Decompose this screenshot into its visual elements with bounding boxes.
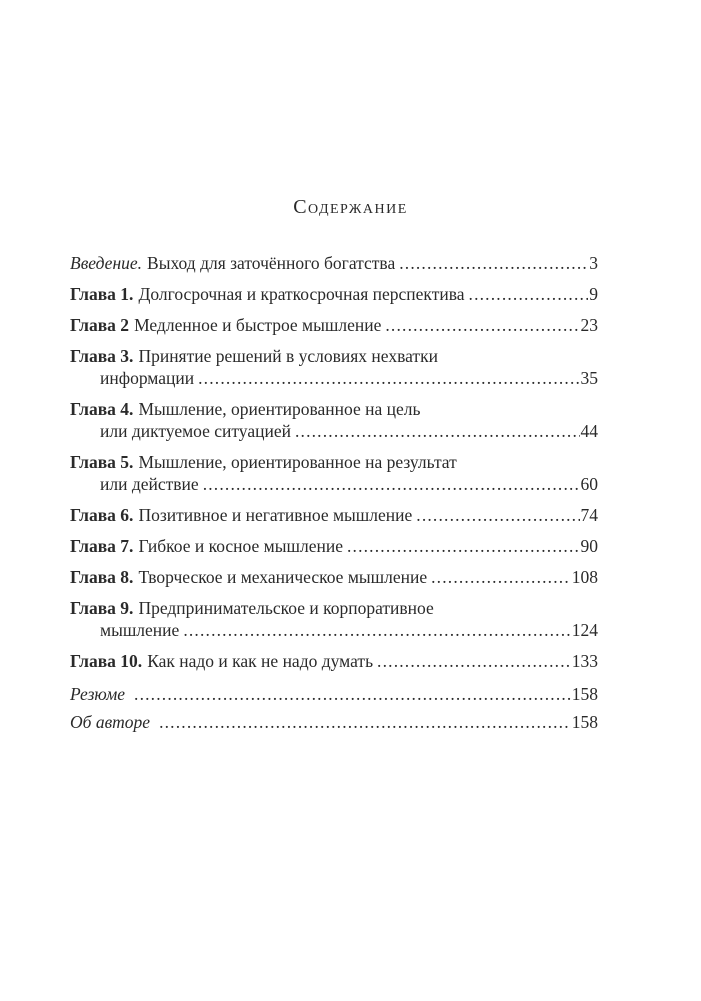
toc-entry-title: Принятие решений в условиях нехватки xyxy=(138,346,438,366)
toc-entry-label: Резюме xyxy=(70,684,126,704)
toc-entry xyxy=(70,683,598,705)
toc-entry-title: Медленное и быстрое мышление xyxy=(134,315,382,335)
dot-leader xyxy=(347,535,580,557)
dot-leader xyxy=(469,283,589,305)
toc-entry-title: информации xyxy=(100,368,195,388)
toc-entry-title: или диктуемое ситуацией xyxy=(100,421,291,441)
dot-leader xyxy=(431,566,571,588)
toc-title: Содержание xyxy=(293,196,408,218)
toc-entry-line xyxy=(70,252,598,274)
toc-page-number: 124 xyxy=(571,620,598,640)
dot-leader xyxy=(183,619,570,641)
toc-entry-line xyxy=(70,619,598,641)
toc-entry-label: Глава 1. xyxy=(70,284,134,304)
toc-entry xyxy=(70,650,598,672)
toc-entry-title: Творческое и механическое мышление xyxy=(138,567,428,587)
toc-entry xyxy=(70,283,598,305)
dot-leader xyxy=(385,314,579,336)
toc-entry-line xyxy=(70,650,598,672)
toc-entry-line xyxy=(70,597,598,619)
dot-leader xyxy=(416,504,579,526)
toc-entry-label: Введение. xyxy=(70,253,143,273)
dot-leader xyxy=(295,420,580,442)
toc-entry-label: Глава 5. xyxy=(70,452,134,472)
toc-page-number: 9 xyxy=(589,284,598,304)
toc-entry-label: Глава 4. xyxy=(70,399,134,419)
toc-entry-label: Глава 6. xyxy=(70,505,134,525)
toc-entry xyxy=(70,535,598,557)
toc-entry-label: Об авторе xyxy=(70,712,151,732)
toc-page-number: 74 xyxy=(580,505,598,525)
dot-leader xyxy=(203,473,580,495)
dot-leader xyxy=(377,650,571,672)
toc-entry-title: Мышление, ориентированное на цель xyxy=(138,399,421,419)
toc-entry-title: Как надо и как не надо думать xyxy=(147,651,374,671)
toc-entry xyxy=(70,597,598,641)
toc-page-number: 3 xyxy=(589,253,598,273)
toc-page-number: 44 xyxy=(580,421,598,441)
toc-entry-line xyxy=(70,314,598,336)
table-of-contents xyxy=(70,252,598,742)
toc-entry-line xyxy=(70,367,598,389)
toc-page-number: 60 xyxy=(580,474,598,494)
dot-leader xyxy=(198,367,579,389)
toc-entry-title: Предпринимательское и корпоративное xyxy=(138,598,434,618)
toc-entry xyxy=(70,451,598,495)
toc-entry-line xyxy=(70,420,598,442)
toc-entry-line xyxy=(70,683,598,705)
toc-entry-label: Глава 9. xyxy=(70,598,134,618)
toc-entry-title: Позитивное и негативное мышление xyxy=(138,505,413,525)
toc-entry-label: Глава 3. xyxy=(70,346,134,366)
toc-entry-title: мышление xyxy=(100,620,180,640)
toc-entry xyxy=(70,252,598,274)
dot-leader xyxy=(134,683,571,705)
toc-entry xyxy=(70,566,598,588)
toc-entry xyxy=(70,398,598,442)
toc-page-number: 133 xyxy=(571,651,598,671)
toc-entry-line xyxy=(70,566,598,588)
toc-entry xyxy=(70,314,598,336)
toc-entry-line xyxy=(70,535,598,557)
toc-entry xyxy=(70,345,598,389)
toc-entry-line xyxy=(70,711,598,733)
toc-entry-label: Глава 10. xyxy=(70,651,143,671)
toc-entry-title: или действие xyxy=(100,474,199,494)
toc-entry-line xyxy=(70,504,598,526)
toc-entry xyxy=(70,711,598,733)
toc-entry-label: Глава 7. xyxy=(70,536,134,556)
toc-entry-label: Глава 2 xyxy=(70,315,130,335)
toc-entry-line xyxy=(70,345,598,367)
toc-entry-title: Мышление, ориентированное на результат xyxy=(138,452,457,472)
toc-page-number: 23 xyxy=(580,315,598,335)
toc-page-number: 158 xyxy=(571,684,598,704)
toc-entry-line xyxy=(70,451,598,473)
toc-page-number: 90 xyxy=(580,536,598,556)
toc-entry-label: Глава 8. xyxy=(70,567,134,587)
toc-page-number: 158 xyxy=(571,712,598,732)
toc-page-number: 108 xyxy=(571,567,598,587)
dot-leader xyxy=(399,252,588,274)
toc-entry-title: Долгосрочная и краткосрочная перспектива xyxy=(138,284,465,304)
toc-entry-title: Выход для заточённого богатства xyxy=(147,253,396,273)
toc-entry-title: Гибкое и косное мышление xyxy=(138,536,343,556)
toc-entry xyxy=(70,504,598,526)
toc-page-number: 35 xyxy=(580,368,598,388)
dot-leader xyxy=(159,711,571,733)
toc-entry-line xyxy=(70,398,598,420)
toc-entry-line xyxy=(70,283,598,305)
toc-entry-line xyxy=(70,473,598,495)
